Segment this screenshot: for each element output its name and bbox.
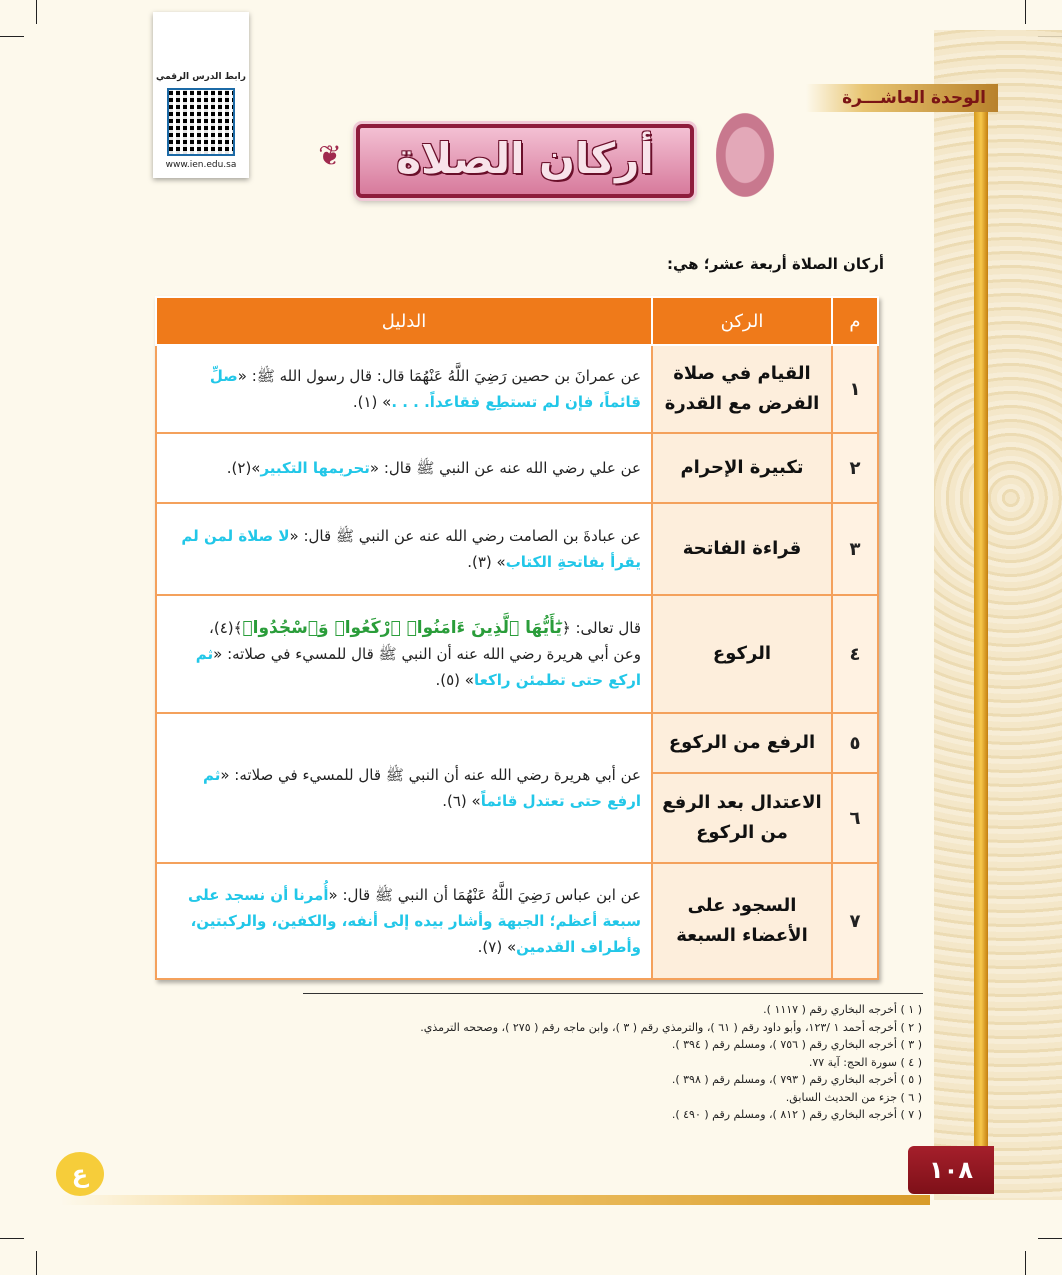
row-num: ١ [832,345,878,433]
pillars-table [155,296,879,980]
row-evidence: عن علي رضي الله عنه عن النبي ﷺ قال: «تحريمها التكبير»(٢). [156,433,652,503]
title-banner [356,124,694,198]
crop-mark [1025,1251,1026,1275]
table-header-row [156,297,878,345]
row-evidence: قال تعالى: ﴿يَٰٓأَيُّهَا ٱلَّذِينَ ءَامَنُوا۟ ٱرْكَعُوا۟ وَٱسْجُدُوا۟﴾(٤)، وعن أبي هريرة رضي الله عنه أن النبي ﷺ قال للمسيء في صلاته: «ثم اركع حتى تطمئن راكعا» (٥). [156,595,652,713]
row-num: ٥ [832,713,878,773]
flourish-icon: ❦ [318,139,342,172]
row-pillar: قراءة الفاتحة [652,503,832,595]
intro-text: أركان الصلاة أربعة عشر؛ هي: [666,255,884,273]
page-title: أركان الصلاة [396,134,654,183]
footnote: ( ٧ ) أخرجه البخاري رقم ( ٨١٢ )، ومسلم رقم ( ٤٩٠ ). [671,1108,922,1121]
qr-title: رابط الدرس الرقمي [156,72,246,82]
row-pillar: الركوع [652,595,832,713]
footnote: ( ٣ ) أخرجه البخاري رقم ( ٧٥٦ )، ومسلم رقم ( ٣٩٤ ). [671,1038,922,1051]
footnote: ( ٤ ) سورة الحج: آية ٧٧. [808,1055,922,1069]
footnote: ( ٥ ) أخرجه البخاري رقم ( ٧٩٣ )، ومسلم رقم ( ٣٩٨ ). [671,1073,922,1086]
qr-card[interactable] [153,12,249,178]
qr-url[interactable]: www.ien.edu.sa [165,160,237,170]
footnote: ( ١ ) أخرجه البخاري رقم ( ١١١٧ ). [763,1003,922,1016]
crop-mark [36,0,37,24]
footnotes [302,1001,922,1124]
table-row [156,863,878,979]
crop-mark [36,1251,37,1275]
page-number: ١٠٨ [908,1146,994,1194]
table-row [156,345,878,433]
row-evidence: عن ابن عباس رَضِيَ اللَّهُ عَنْهُمَا أن النبي ﷺ قال: «أُمرنا أن نسجد على سبعة أعظم؛ الجبهة وأشار بيده إلى أنفه، والكفين، والركبتين، وأطراف القدمين» (٧). [156,863,652,979]
row-num: ٧ [832,863,878,979]
crop-mark [0,36,24,37]
table-row [156,713,878,773]
row-num: ٢ [832,433,878,503]
header-evidence: الدليل [156,297,652,345]
table-row [156,595,878,713]
header-num: م [832,297,878,345]
row-pillar: الاعتدال بعد الرفع من الركوع [652,773,832,863]
gold-stripe [974,88,988,1178]
row-pillar: السجود على الأعضاء السبعة [652,863,832,979]
row-evidence: عن أبي هريرة رضي الله عنه أن النبي ﷺ قال للمسيء في صلاته: «ثم ارفع حتى تعتدل قائماً» (٦). [156,713,652,863]
crop-mark [1025,0,1026,24]
row-pillar: تكبيرة الإحرام [652,433,832,503]
qr-code-icon[interactable] [167,88,235,156]
bottom-gold-line [60,1195,930,1205]
row-pillar: الرفع من الركوع [652,713,832,773]
table-row [156,503,878,595]
row-num: ٤ [832,595,878,713]
unit-label: الوحدة العاشـــرة [806,84,998,112]
row-num: ٣ [832,503,878,595]
publisher-logo-icon: ع [56,1152,104,1196]
footnote: ( ٢ ) أخرجه أحمد ١ /١٢٣، وأبو داود رقم ( ٦١ )، والترمذي رقم ( ٣ )، وابن ماجه رقم ( ٢٧٥ )، وصححه الترمذي. [420,1020,922,1034]
header-pillar: الركن [652,297,832,345]
crop-mark [1038,1238,1062,1239]
row-evidence: عن عبادةَ بن الصامت رضي الله عنه عن النبي ﷺ قال: «لا صلاة لمن لم يقرأ بفاتحةِ الكتاب» (٣). [156,503,652,595]
decorative-border [934,30,1062,1200]
row-evidence: عن عمرانَ بن حصين رَضِيَ اللَّهُ عَنْهُمَا قال: قال رسول الله ﷺ: «صلِّ قائماً، فإن لم تستطِع فقاعداً. . . .» (١). [156,345,652,433]
footnote: ( ٦ ) جزء من الحديث السابق. [785,1090,922,1104]
row-pillar: القيام في صلاة الفرض مع القدرة [652,345,832,433]
crop-mark [0,1238,24,1239]
table-row [156,433,878,503]
title-ornament [700,90,790,220]
footnote-divider [303,993,923,994]
row-num: ٦ [832,773,878,863]
